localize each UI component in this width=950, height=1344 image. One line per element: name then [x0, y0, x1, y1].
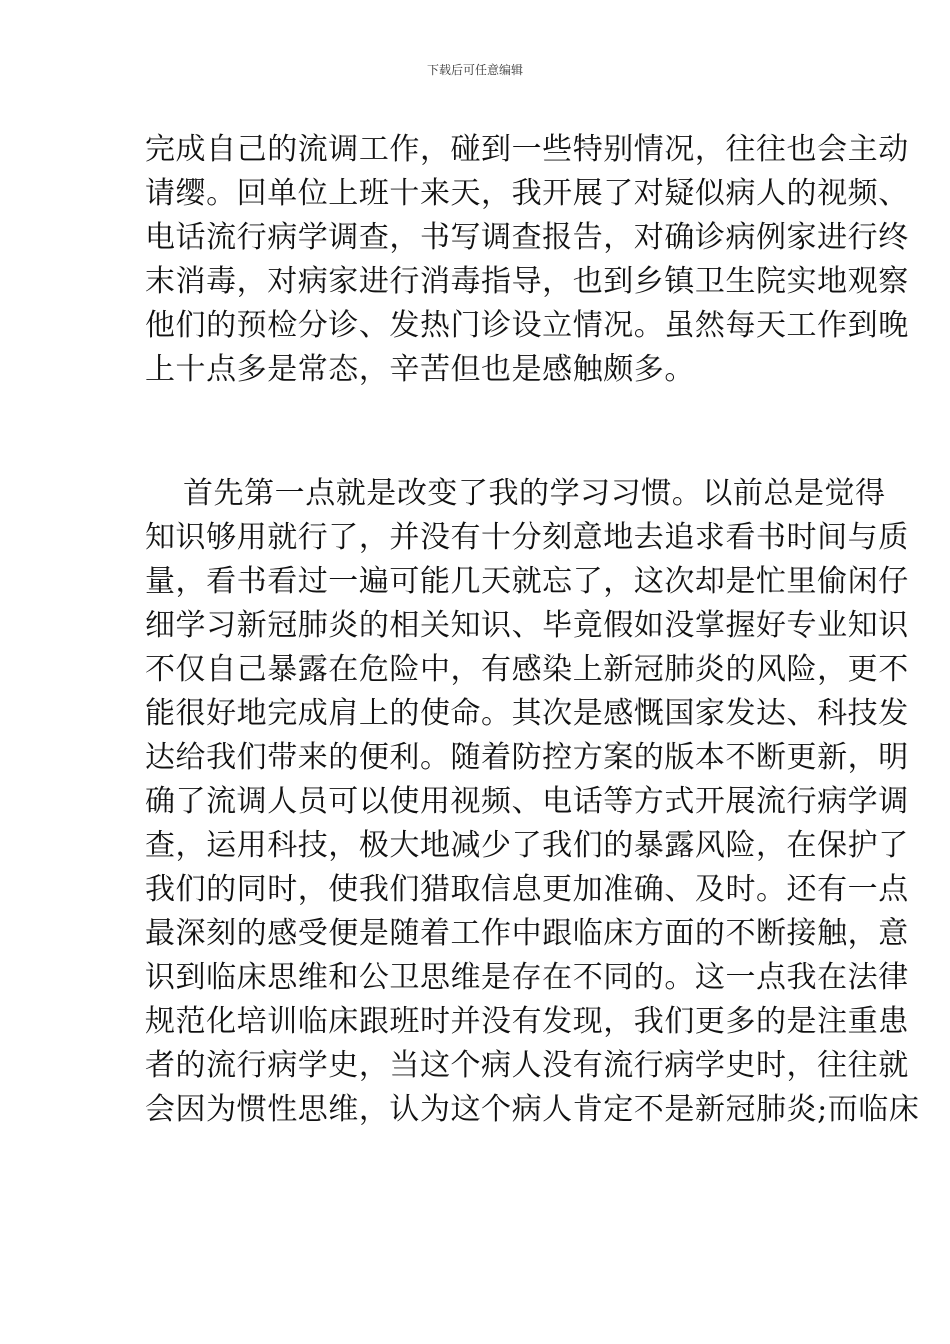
- paragraph-1-line-4: 末消毒，对病家进行消毒指导，也到乡镇卫生院实地观察: [145, 264, 909, 299]
- paragraph-2-line-12: 识到临床思维和公卫思维是存在不同的。这一点我在法律: [145, 960, 909, 995]
- paragraph-2-line-6: 能很好地完成肩上的使命。其次是感慨国家发达、科技发: [145, 696, 909, 731]
- paragraph-2-line-14: 者的流行病学史，当这个病人没有流行病学史时，往往就: [145, 1048, 909, 1083]
- paragraph-2-line-10: 我们的同时，使我们猎取信息更加准确、及时。还有一点: [145, 872, 909, 907]
- paragraph-2-line-11: 最深刻的感受便是随着工作中跟临床方面的不断接触，意: [145, 916, 909, 951]
- paragraph-2-line-1: 首先第一点就是改变了我的学习习惯。以前总是觉得: [183, 476, 886, 511]
- paragraph-2-line-13: 规范化培训临床跟班时并没有发现，我们更多的是注重患: [145, 1004, 909, 1039]
- paragraph-2-line-2: 知识够用就行了，并没有十分刻意地去追求看书时间与质: [145, 520, 909, 555]
- paragraph-1-line-5: 他们的预检分诊、发热门诊设立情况。虽然每天工作到晚: [145, 308, 909, 343]
- paragraph-1-line-2: 请缨。回单位上班十来天，我开展了对疑似病人的视频、: [145, 176, 909, 211]
- paragraph-1-line-6: 上十点多是常态，辛苦但也是感触颇多。: [145, 352, 695, 387]
- paragraph-2-line-7: 达给我们带来的便利。随着防控方案的版本不断更新，明: [145, 740, 909, 775]
- paragraph-1-line-1: 完成自己的流调工作，碰到一些特别情况，往往也会主动: [145, 132, 909, 167]
- paragraph-2-line-8: 确了流调人员可以使用视频、电话等方式开展流行病学调: [145, 784, 909, 819]
- paragraph-1: [145, 128, 909, 392]
- paragraph-2: [145, 472, 920, 1132]
- paragraph-2-line-15: 会因为惯性思维，认为这个病人肯定不是新冠肺炎;而临床: [145, 1092, 920, 1127]
- paragraph-2-line-4: 细学习新冠肺炎的相关知识、毕竟假如没掌握好专业知识: [145, 608, 909, 643]
- paragraph-2-line-5: 不仅自己暴露在危险中，有感染上新冠肺炎的风险，更不: [145, 652, 909, 687]
- paragraph-1-line-3: 电话流行病学调查，书写调查报告，对确诊病例家进行终: [145, 220, 909, 255]
- paragraph-2-line-3: 量，看书看过一遍可能几天就忘了，这次却是忙里偷闲仔: [145, 564, 909, 599]
- paragraph-2-line-9: 查，运用科技，极大地减少了我们的暴露风险，在保护了: [145, 828, 909, 863]
- page-header: 下载后可任意编辑: [426, 63, 523, 77]
